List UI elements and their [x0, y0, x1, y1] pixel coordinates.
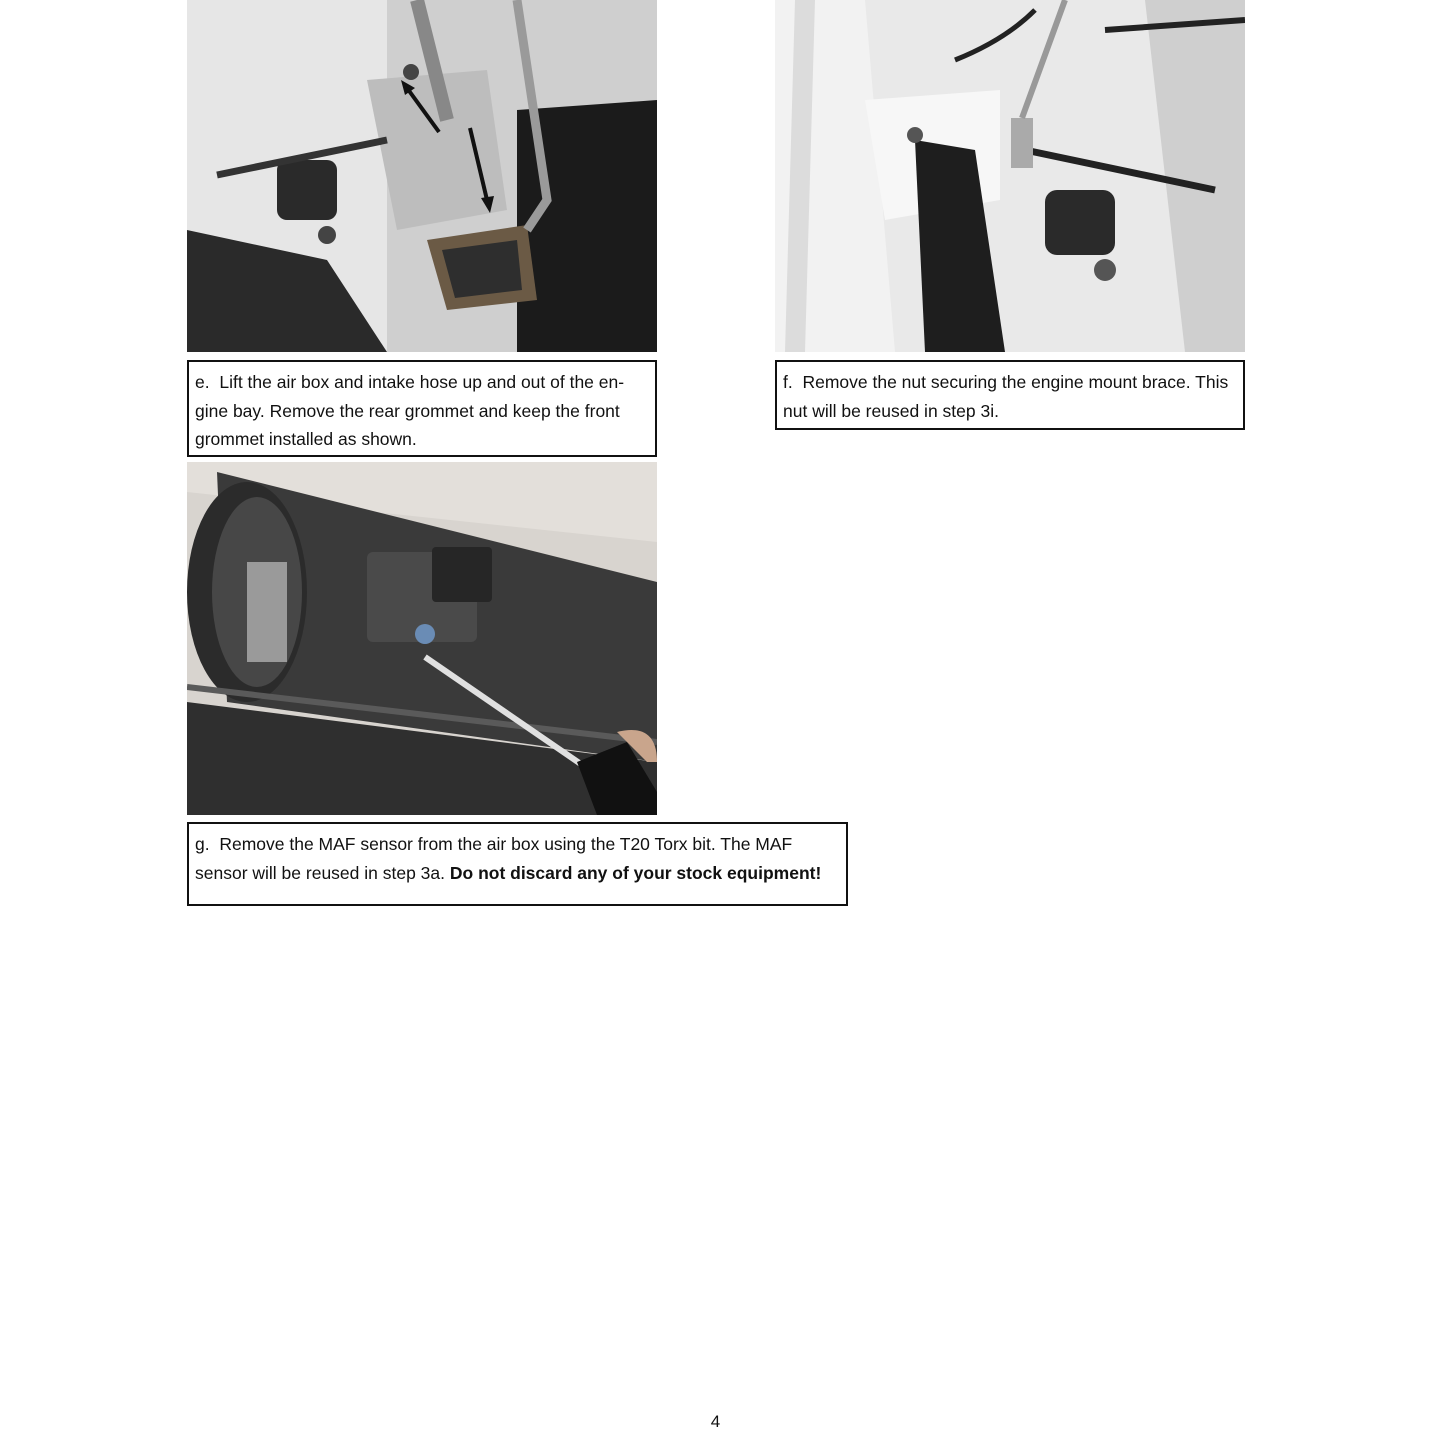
caption-step-g — [187, 822, 848, 906]
caption-step-e — [187, 360, 657, 457]
step-g-label: g. — [195, 834, 210, 854]
photo-step-g — [187, 462, 657, 815]
step-e-label: e. — [195, 372, 210, 392]
step-f-label: f. — [783, 372, 793, 392]
caption-step-f — [775, 360, 1245, 430]
step-e-text: Lift the air box and intake hose up and out of the en-gine bay. Remove the rear grommet and keep the front grommet installed as shown. — [195, 372, 625, 449]
page-number: 4 — [710, 1412, 721, 1431]
step-f-text: Remove the nut securing the engine mount brace. This nut will be reused in step 3i. — [783, 372, 1229, 421]
step-g-emphasis: Do not discard any of your stock equipment! — [449, 862, 822, 883]
photo-step-e — [187, 0, 657, 352]
step-g-text: Remove the MAF sensor from the air box using the T20 Torx bit. The MAF sensor will be reused in step 3a. — [195, 834, 793, 883]
photo-step-f — [775, 0, 1245, 352]
